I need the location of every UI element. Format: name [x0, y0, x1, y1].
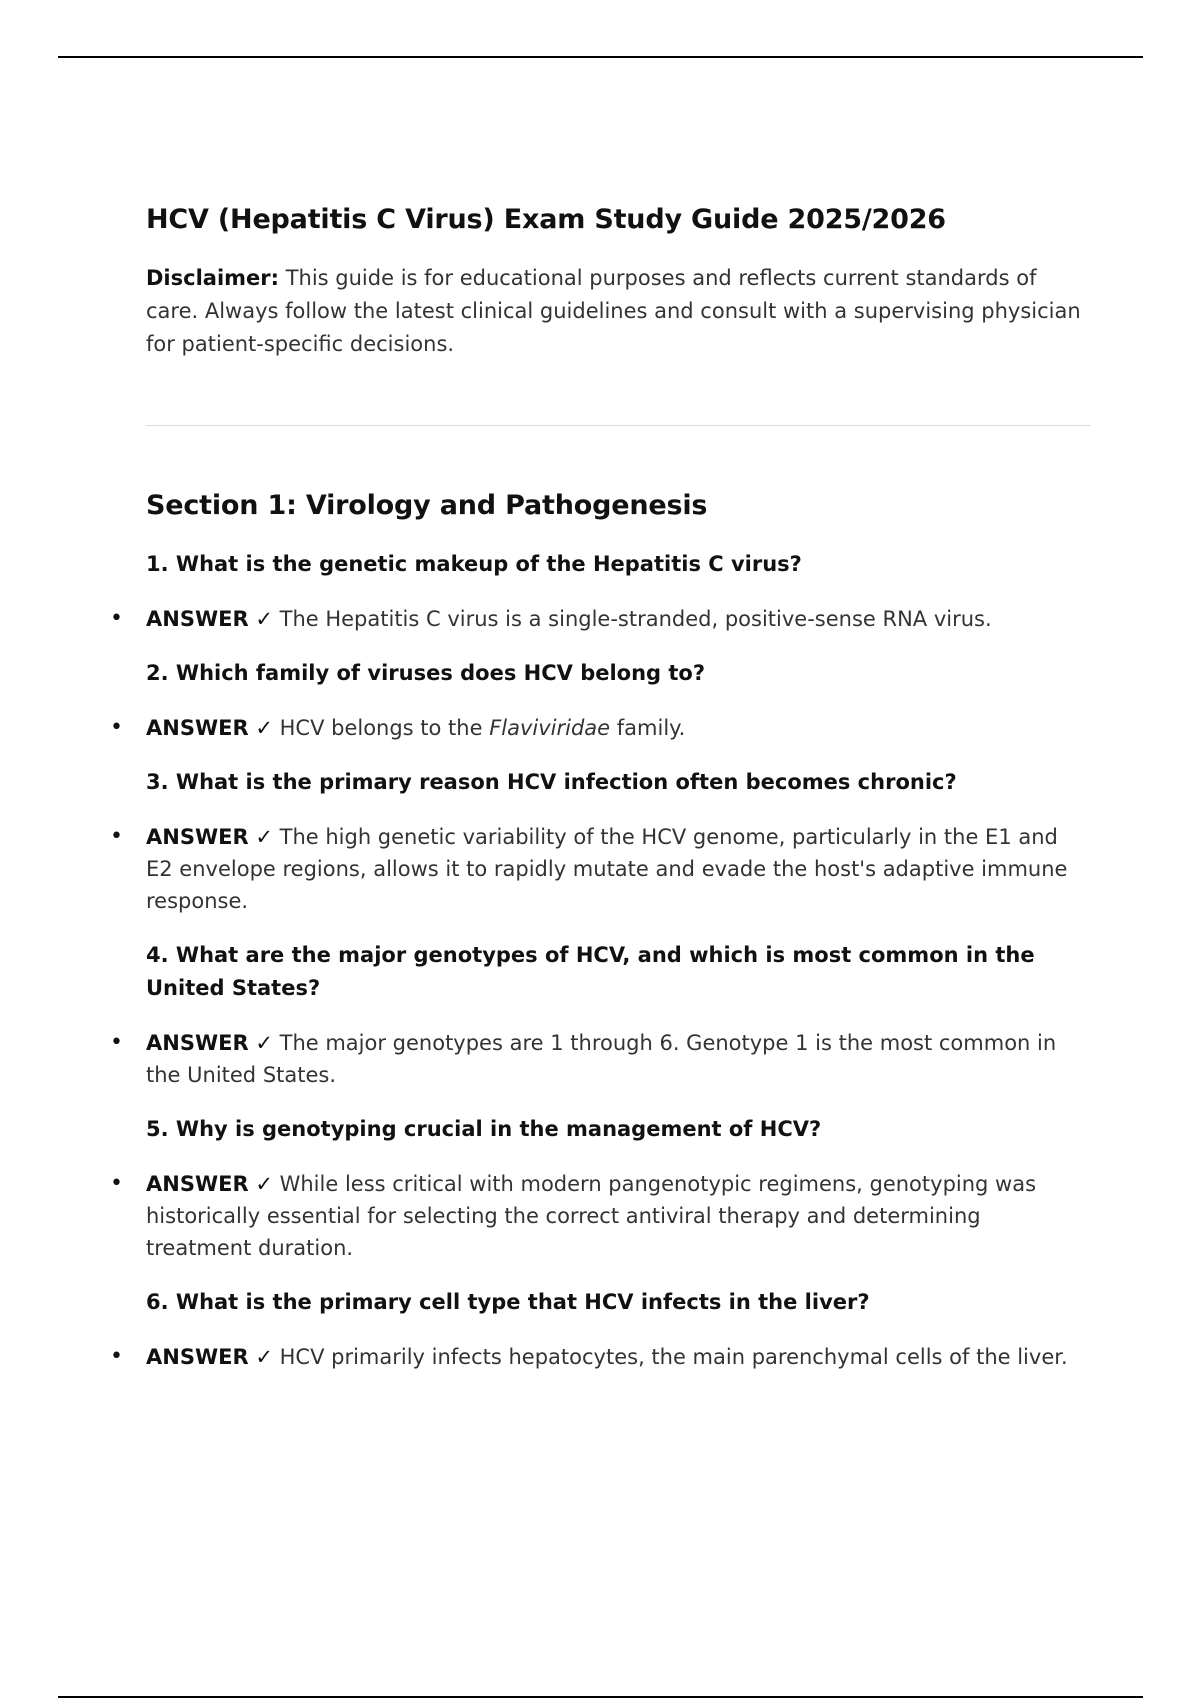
check-icon: ✓ [255, 1172, 273, 1196]
document-title: HCV (Hepatitis C Virus) Exam Study Guide 2025/2026 [146, 204, 946, 235]
answer-label: ANSWER [146, 716, 249, 740]
bullet-icon: • [110, 1030, 123, 1055]
bullet-icon: • [110, 1171, 123, 1196]
answer-label: ANSWER [146, 825, 249, 849]
qa-item-6 [110, 1286, 1091, 1373]
answer-text: While less critical with modern pangenotypic regimens, genotyping was historically essential for selecting the correct antiviral therapy and determining treatment duration. [146, 1172, 1037, 1260]
bullet-icon: • [110, 606, 123, 631]
answer-1 [110, 603, 1091, 635]
page-top-rule [58, 56, 1143, 58]
answer-3 [110, 821, 1091, 917]
disclaimer-label: Disclaimer: [146, 266, 280, 290]
disclaimer-text: This guide is for educational purposes and reflects current standards of care. Always follow the latest clinical guidelines and consult with a supervising physician for patient-specific decisions. [146, 266, 1081, 356]
answer-text: The high genetic variability of the HCV genome, particularly in the E1 and E2 envelope regions, allows it to rapidly mutate and evade the host's adaptive immune response. [146, 825, 1068, 913]
answer-text-pre: HCV belongs to the [272, 716, 490, 740]
bullet-icon: • [110, 824, 123, 849]
section-divider [146, 425, 1091, 426]
answer-text: The Hepatitis C virus is a single-stranded, positive-sense RNA virus. [272, 607, 992, 631]
check-icon: ✓ [255, 825, 273, 849]
answer-label: ANSWER [146, 1031, 249, 1055]
answer-6 [110, 1341, 1091, 1373]
answer-label: ANSWER [146, 1345, 249, 1369]
question-5: 5. Why is genotyping crucial in the management of HCV? [146, 1117, 822, 1141]
answer-label: ANSWER [146, 1172, 249, 1196]
qa-item-4 [110, 939, 1091, 1091]
bullet-icon: • [110, 1344, 123, 1369]
question-2: 2. Which family of viruses does HCV belong to? [146, 661, 706, 685]
check-icon: ✓ [255, 1031, 273, 1055]
check-icon: ✓ [255, 1345, 273, 1369]
check-icon: ✓ [255, 716, 273, 740]
bullet-icon: • [110, 715, 123, 740]
answer-text: HCV primarily infects hepatocytes, the main parenchymal cells of the liver. [272, 1345, 1068, 1369]
answer-label: ANSWER [146, 607, 249, 631]
section-heading: Section 1: Virology and Pathogenesis [146, 490, 708, 521]
check-icon: ✓ [255, 607, 273, 631]
question-4: 4. What are the major genotypes of HCV, and which is most common in the United States? [146, 943, 1035, 1000]
document-body [110, 200, 1091, 1373]
answer-5 [110, 1168, 1091, 1264]
question-3: 3. What is the primary reason HCV infection often becomes chronic? [146, 770, 957, 794]
question-1: 1. What is the genetic makeup of the Hepatitis C virus? [146, 552, 802, 576]
answer-text-post: family. [610, 716, 686, 740]
answer-4 [110, 1027, 1091, 1091]
qa-item-3 [110, 766, 1091, 917]
answer-text: The major genotypes are 1 through 6. Genotype 1 is the most common in the United States. [146, 1031, 1057, 1087]
qa-item-5 [110, 1113, 1091, 1264]
question-6: 6. What is the primary cell type that HCV infects in the liver? [146, 1290, 870, 1314]
disclaimer [146, 262, 1091, 361]
page-bottom-rule [58, 1696, 1143, 1698]
qa-item-1 [110, 548, 1091, 635]
answer-2 [110, 712, 1091, 744]
qa-item-2 [110, 657, 1091, 744]
answer-text-italic: Flaviviridae [489, 716, 611, 740]
